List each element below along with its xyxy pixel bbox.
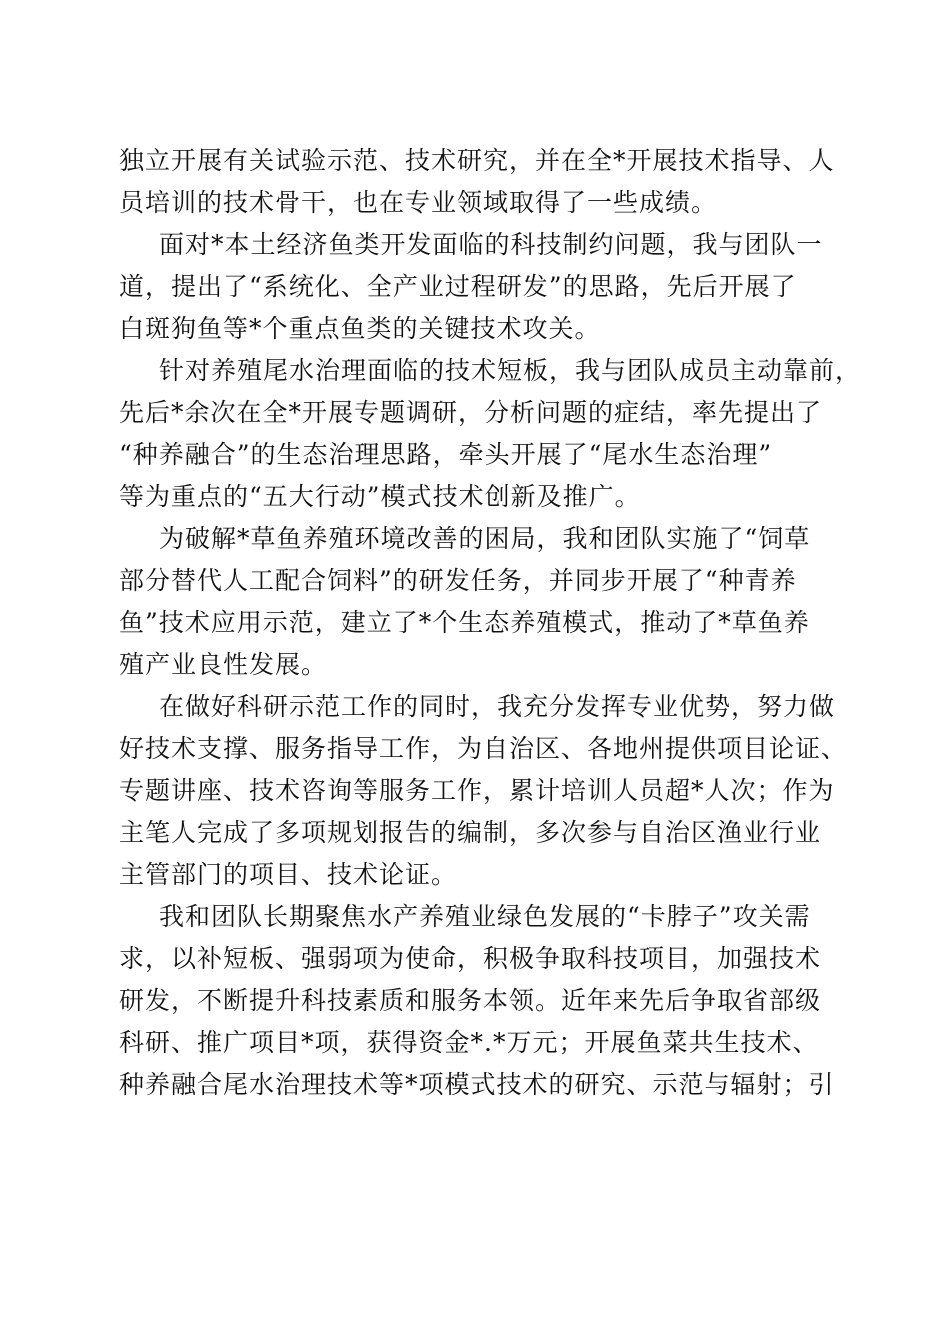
text-line: 等为重点的“五大行动”模式技术创新及推广。 (119, 482, 641, 511)
text-line: 我和团队长期聚焦水产养殖业绿色发展的“卡脖子”攻关需 (159, 902, 811, 931)
text-line: 专题讲座、技术咨询等服务工作，累计培训人员超*人次；作为 (119, 776, 835, 805)
paragraph-4 (119, 518, 831, 686)
text-line: 道，提出了“系统化、全产业过程研发”的思路，先后开展了 (119, 272, 797, 301)
text-line: 为破解*草鱼养殖环境改善的困局，我和团队实施了“饲草 (159, 524, 811, 553)
text-line: 研发，不断提升科技素质和服务本领。近年来先后争取省部级 (119, 986, 822, 1015)
text-line: 先后*余次在全*开展专题调研，分析问题的症结，率先提出了 (119, 398, 823, 427)
text-line: 面对*本土经济鱼类开发面临的科技制约问题，我与团队一 (159, 230, 823, 259)
text-line: 求，以补短板、强弱项为使命，积极争取科技项目，加强技术 (119, 944, 822, 973)
text-line: 白斑狗鱼等*个重点鱼类的关键技术攻关。 (119, 314, 601, 343)
paragraph-1 (119, 140, 835, 224)
text-line: 主管部门的项目、技术论证。 (119, 860, 458, 889)
text-line: 独立开展有关试验示范、技术研究，并在全*开展技术指导、人 (119, 146, 835, 175)
text-line: 殖产业良性发展。 (119, 650, 328, 679)
text-line: 鱼”技术应用示范，建立了*个生态养殖模式，推动了*草鱼养 (119, 608, 810, 637)
text-line: 在做好科研示范工作的同时，我充分发挥专业优势，努力做 (159, 692, 836, 721)
paragraph-6 (119, 896, 835, 1106)
text-line: 主笔人完成了多项规划报告的编制，多次参与自治区渔业行业 (119, 818, 822, 847)
text-line: 科研、推广项目*项，获得资金*.*万元；开展鱼菜共生技术、 (119, 1028, 819, 1057)
text-line: 部分替代人工配合饲料”的研发任务，并同步开展了“种青养 (119, 566, 797, 595)
paragraph-5 (119, 686, 848, 896)
paragraph-2 (119, 224, 831, 350)
paragraph-3 (119, 350, 862, 518)
text-line: 针对养殖尾水治理面临的技术短板，我与团队成员主动靠前， (159, 356, 862, 385)
document-body (119, 140, 862, 1106)
text-line: “种养融合”的生态治理思路，牵头开展了“尾水生态治理” (119, 440, 773, 469)
text-line: 员培训的技术骨干，也在专业领域取得了一些成绩。 (119, 188, 718, 217)
text-line: 种养融合尾水治理技术等*项模式技术的研究、示范与辐射；引 (119, 1070, 835, 1099)
text-line: 好技术支撑、服务指导工作，为自治区、各地州提供项目论证、 (119, 734, 848, 763)
